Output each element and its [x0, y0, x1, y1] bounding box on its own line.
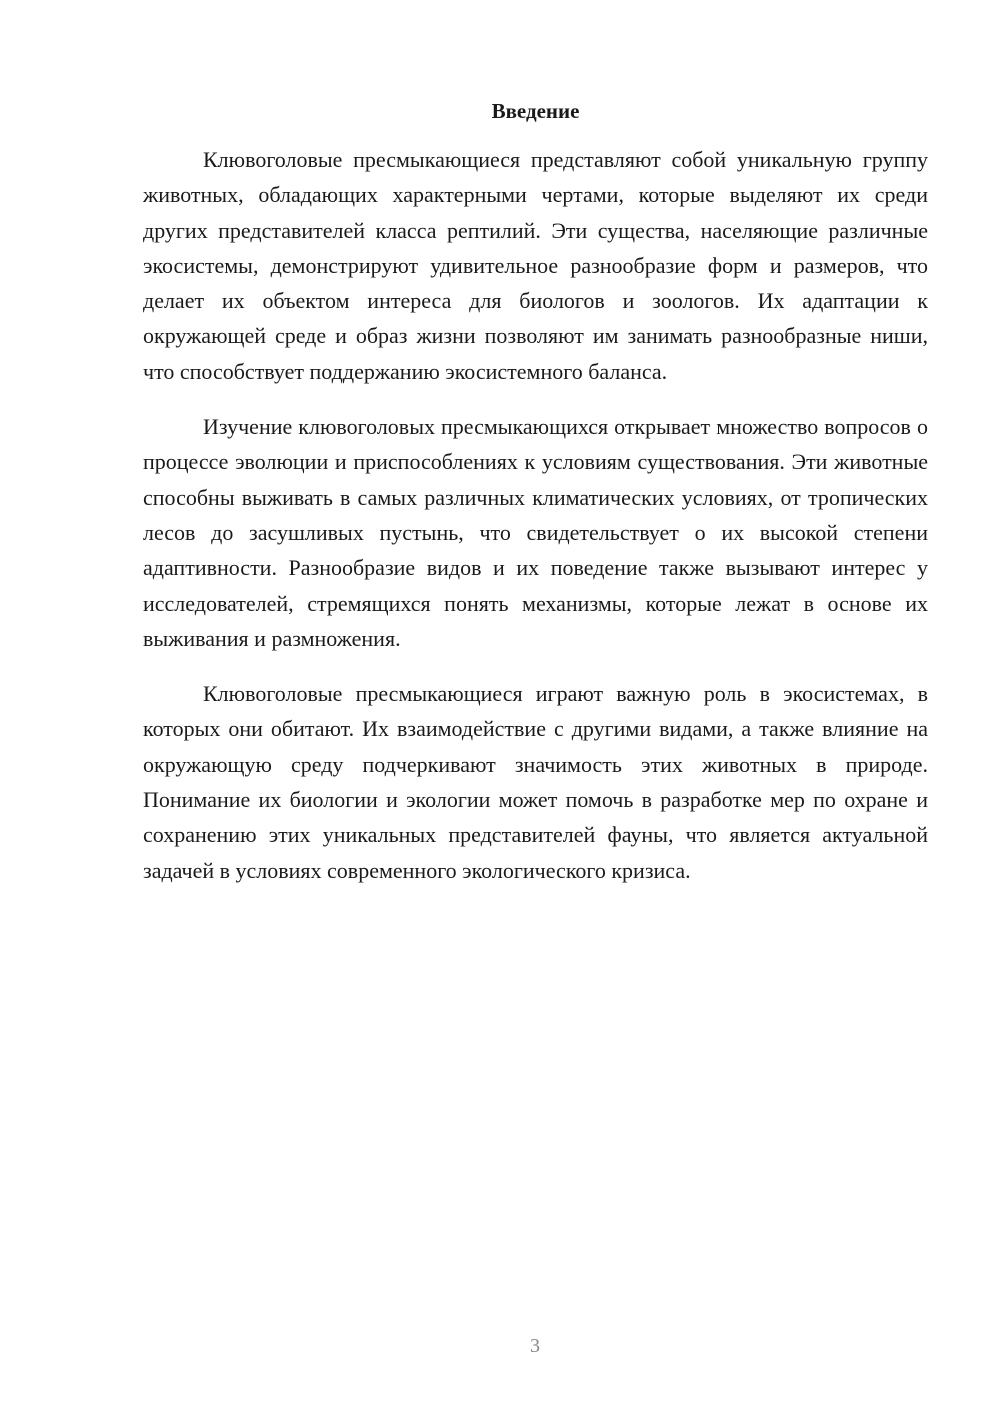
paragraph-1: Клювоголовые пресмыкающиеся представляют собой уникальную группу животных, обладающих характерными чертами, которые выделяют их среди других представителей класса рептилий. Эти существа, населяющие различные экосистемы, демонстрируют удивительное разнообразие форм и размеров, что делает их объектом интереса для биологов и зоологов. Их адаптации к окружающей среде и образ жизни позволяют им занимать разнообразные ниши, что способствует поддержанию экосистемного баланса.: [143, 147, 928, 384]
page-number: 3: [530, 1335, 540, 1357]
body-text: [143, 142, 928, 908]
page-title: Введение: [491, 99, 580, 123]
paragraph-2: Изучение клювоголовых пресмыкающихся открывает множество вопросов о процессе эволюции и приспособлениях к условиям существования. Эти животные способны выживать в самых различных климатических условиях, от тропических лесов до засушливых пустынь, что свидетельствует о их высокой степени адаптивности. Разнообразие видов и их поведение также вызывают интерес у исследователей, стремящихся понять механизмы, которые лежат в основе их выживания и размножения.: [143, 414, 928, 651]
paragraph-3: Клювоголовые пресмыкающиеся играют важную роль в экосистемах, в которых они обитают. Их взаимодействие с другими видами, а также влияние на окружающую среду подчеркивают значимость этих животных в природе. Понимание их биологии и экологии может помочь в разработке мер по охране и сохранению этих уникальных представителей фауны, что является актуальной задачей в условиях современного экологического кризиса.: [143, 681, 928, 883]
